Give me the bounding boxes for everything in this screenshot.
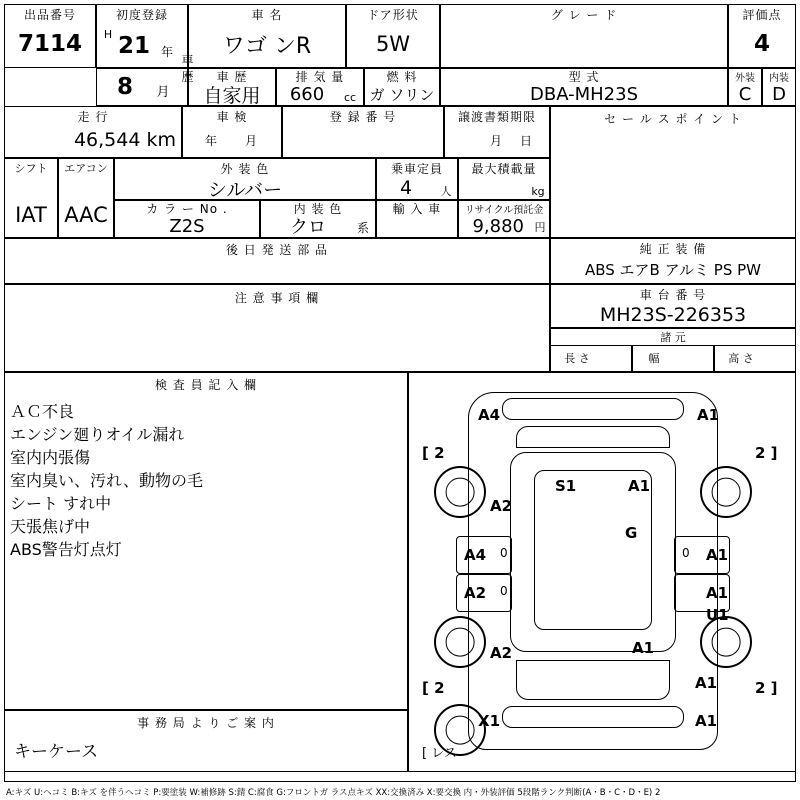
- shift-label: シフト: [14, 162, 48, 175]
- use-value: 自家用: [203, 84, 261, 107]
- rear-hatch: [516, 660, 670, 700]
- capacity-label: 乗車定員: [390, 161, 443, 176]
- capacity-value: 4: [399, 177, 413, 199]
- damage-mark: X1: [478, 712, 501, 730]
- vin-value: MH23S-226353: [599, 304, 747, 326]
- mileage-label: 走 行: [77, 109, 109, 124]
- damage-mark: [ 2: [422, 679, 445, 697]
- exterior-grade-value: C: [738, 83, 752, 105]
- ac-label: エアコン: [64, 162, 108, 175]
- damage-mark: 0: [682, 546, 690, 560]
- first-reg-label: 初度登録: [115, 7, 168, 22]
- model-label: 車 名: [251, 7, 283, 22]
- wheel-front-right: [700, 466, 752, 518]
- damage-mark: A1: [706, 546, 729, 564]
- damage-mark: U1: [706, 606, 729, 624]
- damage-mark: 0: [500, 584, 508, 598]
- damage-mark: A4: [478, 406, 501, 424]
- office-text: キーケース: [14, 741, 99, 762]
- interior-grade-value: D: [772, 83, 786, 105]
- car-diagram: [410, 374, 794, 770]
- type-value: DBA-MH23S: [529, 83, 639, 105]
- damage-mark: A1: [697, 406, 720, 424]
- damage-mark: A1: [706, 584, 729, 602]
- height-label: 高 さ: [728, 352, 754, 365]
- score-label: 評価点: [742, 7, 782, 22]
- damage-mark: [ 2: [422, 444, 445, 462]
- exterior-color-label: 外 装 色: [220, 161, 270, 176]
- interior-color-label: 内 装 色: [293, 202, 343, 216]
- inspector-notes: [10, 400, 404, 561]
- damage-mark: A1: [695, 712, 718, 730]
- inspector-line: ＡＣ不良: [10, 402, 75, 421]
- damage-mark: A1: [632, 639, 655, 657]
- max-load-label: 最大積載量: [471, 161, 537, 176]
- front-bumper: [502, 398, 684, 420]
- max-load-value: [458, 176, 528, 200]
- auction-sheet: 出品番号 7114 初度登録 H 21 年 車 名 ワゴ ンR ドア形状 5W グ レ ー ド 評価点 4 車 歴 8 月 車 歴 自家用 排 気 量 660 cc 燃 料 ガ ソリン 型 式 DBA-MH23S 外装 C 内装 D 走 行 46,544 km 車 検 年 月 登 録 番 号 譲渡書類期限 月 日 セ ー ル ス ポ イ ン ト シフト IAT エアコン AAC 外 装 色 シルバー 乗車定員 4 人 最大積載量 kg カ ラ ー No . Z2S 内 装 色 クロ 系 輸 入 車 リサイクル預託金 9,880 円 後 日 発 送 部 品 純 正 装 備 ABS エアB アルミ PS PW 注 意 事 項 欄 車 台 番 号 MH23S-226353 諸 元 長 さ 幅 高 さ 検 査 員 記 入 欄 ＡＣ不良 エンジン廻りオイル漏れ 室内内張傷 室内臭い、汚れ、動物の毛 シート すれ中 天張焦げ中 ABS警告灯点灯 事 務 局 よ り ご 案 内 キーケース A4 A1 [ 2 2 ] S1 A1 A2 G A4 0 0 A1 A2 0 A1 U1 A2 A1 [ 2 A1 2 ] X1 A1 [ レス A:キズ U:ヘコミ B:キズ を伴うヘコミ P:要塗装 W:補修跡 S:錆 C:腐食 G:フロントガ ラス点キズ XX:交換済み X:要交換 内・外装評価 5段階ランク判断(A・B・C・D・E) 2: [0, 0, 800, 800]
- first-reg-era: H: [103, 27, 113, 41]
- recycle-label: リサイクル預託金: [464, 205, 544, 216]
- wheel-front-left: [434, 466, 486, 518]
- oem-equip-label: 純 正 装 備: [639, 241, 707, 256]
- oem-equip-value: ABS エアB アルミ PS PW: [584, 260, 762, 279]
- hood-area: [516, 426, 670, 448]
- office-label: 事 務 局 よ り ご 案 内: [137, 715, 275, 730]
- damage-mark: A2: [490, 644, 513, 662]
- grade-value: [440, 24, 728, 64]
- interior-color-value: クロ: [290, 217, 326, 238]
- displacement-unit: cc: [343, 90, 357, 104]
- door-value: 5W: [375, 32, 411, 56]
- inspector-line: 室内内張傷: [10, 448, 91, 467]
- inspection-year-unit: 年: [204, 133, 217, 148]
- sales-point-label: セ ー ル ス ポ イ ン ト: [604, 111, 742, 126]
- width-label: 幅: [648, 352, 660, 365]
- first-reg-year: 21: [117, 33, 150, 59]
- recycle-value: 9,880: [472, 215, 524, 237]
- import-value: [376, 214, 458, 238]
- damage-mark: A4: [464, 546, 487, 564]
- inspector-line: 天張焦げ中: [10, 517, 91, 536]
- sales-point-value: [550, 128, 796, 234]
- vin-label: 車 台 番 号: [639, 287, 707, 302]
- interior-color-suffix: 系: [356, 220, 369, 235]
- damage-mark: 0: [500, 546, 508, 560]
- transfer-month: 月: [489, 133, 502, 148]
- damage-mark: G: [625, 524, 638, 542]
- mileage-value: 46,544 km: [73, 129, 176, 151]
- dimensions-label: 諸 元: [660, 331, 686, 344]
- inspector-line: シート すれ中: [10, 494, 112, 513]
- max-load-unit: kg: [531, 184, 545, 198]
- damage-mark: A2: [490, 497, 513, 515]
- transfer-day: 日: [519, 133, 532, 148]
- caution-label: 注 意 事 項 欄: [234, 290, 320, 305]
- model-value: ワゴ ンR: [222, 33, 312, 59]
- ac-value: AAC: [64, 203, 108, 227]
- damage-mark: [ レス: [422, 746, 457, 761]
- inspector-line: エンジン廻りオイル漏れ: [10, 425, 185, 444]
- inspection-label: 車 検: [216, 109, 248, 124]
- capacity-unit: 人: [440, 185, 452, 198]
- transfer-label: 譲渡書類期限: [457, 109, 536, 124]
- registration-label: 登 録 番 号: [329, 109, 397, 124]
- fuel-label: 燃 料: [386, 69, 418, 84]
- registration-value: [282, 124, 444, 156]
- damage-mark: A2: [464, 584, 487, 602]
- interior-grade-label: 内装: [769, 72, 789, 84]
- lot-no-value: 7114: [17, 31, 82, 57]
- inspection-month-unit: 月: [244, 133, 257, 148]
- type-label: 型 式: [568, 69, 600, 84]
- legend-footer: A:キズ U:ヘコミ B:キズ を伴うヘコミ P:要塗装 W:補修跡 S:錆 C:腐食 G:フロントガ ラス点キズ XX:交換済み X:要交換 内・外装評価 5段階ランク判断(A・B・C・D・E) 2: [6, 788, 661, 798]
- shift-value: IAT: [15, 203, 47, 227]
- grade-label: グ レ ー ド: [550, 7, 618, 22]
- exterior-grade-label: 外装: [735, 72, 755, 84]
- rear-bumper: [502, 706, 684, 728]
- color-no-value: Z2S: [169, 215, 205, 237]
- wheel-rear-left: [434, 616, 486, 668]
- lot-no-label: 出品番号: [23, 7, 76, 22]
- history-header-label: 車 歴: [216, 69, 248, 84]
- recycle-unit: 円: [534, 221, 546, 234]
- first-reg-year-unit: 年: [160, 44, 173, 59]
- door-label: ドア形状: [367, 7, 419, 22]
- history-month: 8: [116, 74, 133, 100]
- score-value: 4: [753, 31, 770, 57]
- inspector-line: ABS警告灯点灯: [10, 540, 122, 559]
- damage-mark: S1: [555, 477, 577, 495]
- exterior-color-value: シルバー: [207, 178, 283, 201]
- damage-mark: 2 ]: [755, 679, 778, 697]
- damage-mark: A1: [628, 477, 651, 495]
- inspector-label: 検 査 員 記 入 欄: [154, 377, 258, 392]
- import-label: 輸 入 車: [392, 202, 442, 216]
- damage-mark: A1: [695, 674, 718, 692]
- damage-mark: 2 ]: [755, 444, 778, 462]
- length-label: 長 さ: [564, 352, 590, 365]
- color-no-label: カ ラ ー No .: [146, 202, 228, 216]
- inspector-line: 室内臭い、汚れ、動物の毛: [10, 471, 203, 490]
- history-month-unit: 月: [156, 84, 170, 100]
- displacement-value: 660: [289, 83, 325, 105]
- displacement-label: 排 気 量: [295, 69, 345, 84]
- fuel-value: ガ ソリン: [369, 85, 435, 104]
- later-parts-label: 後 日 発 送 部 品: [225, 242, 329, 257]
